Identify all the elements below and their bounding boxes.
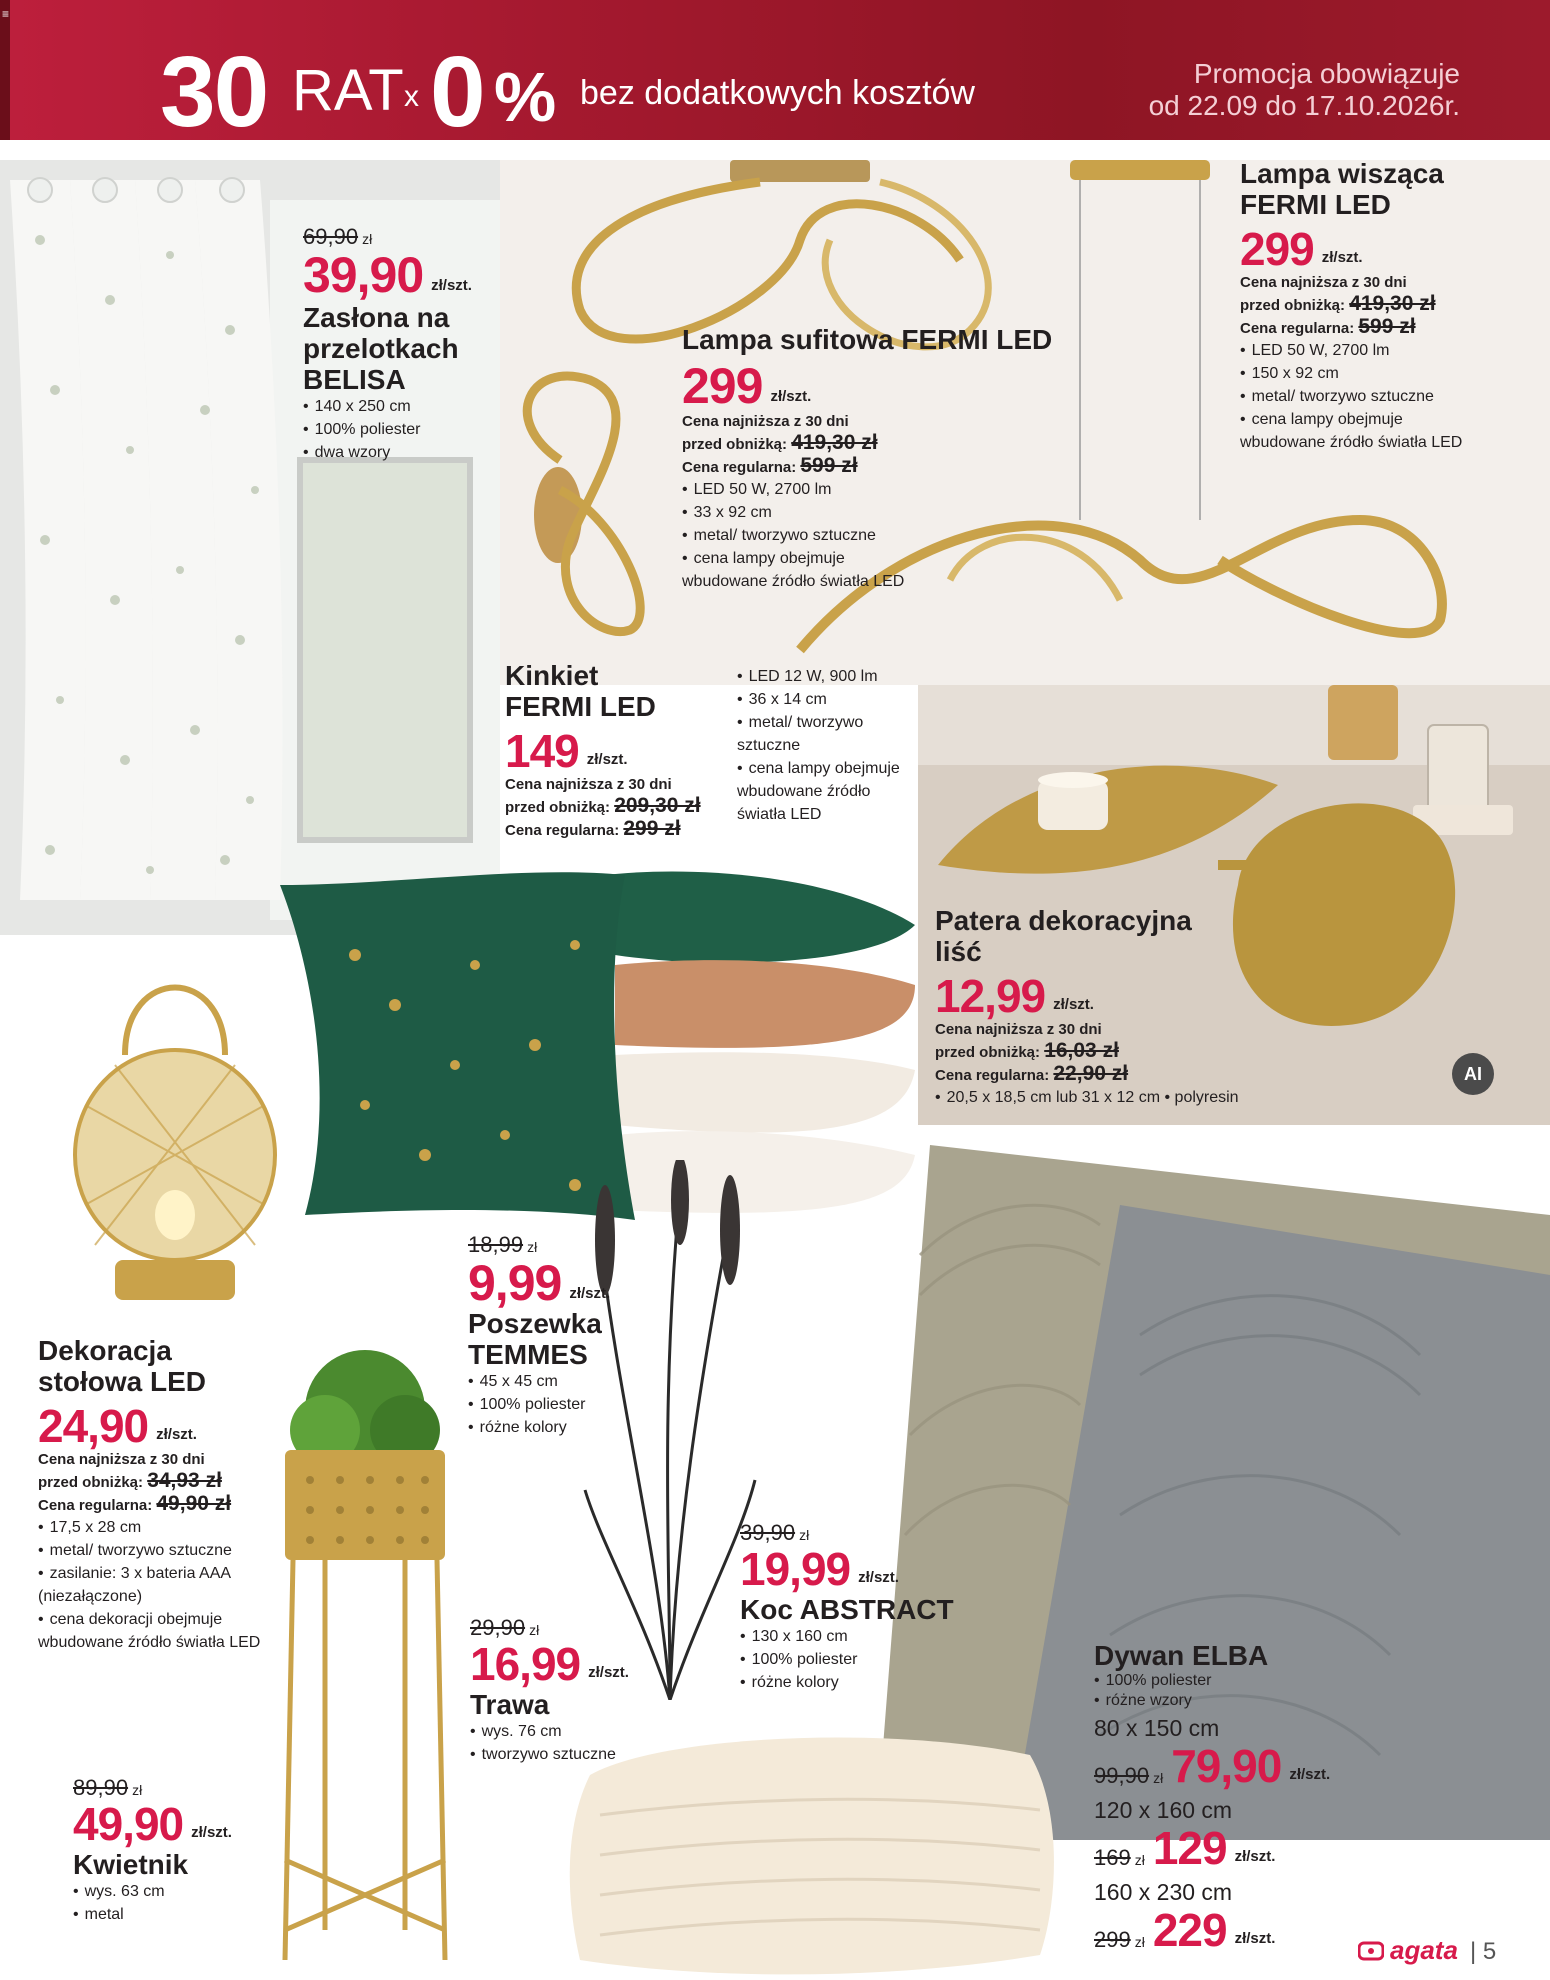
curtain-price: 39,90 bbox=[303, 247, 424, 303]
patera-price-unit: zł/szt. bbox=[1053, 996, 1094, 1013]
ceiling-lamp-price-unit: zł/szt. bbox=[770, 388, 812, 405]
curtain-offer bbox=[303, 224, 503, 464]
blanket-old-price-unit: zł bbox=[799, 1527, 810, 1543]
curtain-title: Zasłona na przelotkach BELISA bbox=[303, 302, 459, 395]
hanging-lamp-lowest-value: 419,30 zł bbox=[1349, 292, 1436, 315]
lantern-spec: • cena dekoracji obejmuje wbudowane źródło światła LED bbox=[38, 1608, 268, 1654]
hanging-lamp-price-row bbox=[1240, 223, 1500, 275]
lantern-price: 24,90 bbox=[38, 1400, 149, 1452]
rug-title: Dywan ELBA bbox=[1094, 1640, 1269, 1671]
agata-logo-icon bbox=[1358, 1940, 1384, 1962]
curtain-price-unit: zł/szt. bbox=[431, 277, 472, 294]
pillowcase-price-row bbox=[468, 1255, 668, 1311]
pillowcase-spec: • 45 x 45 cm bbox=[468, 1370, 668, 1393]
patera-regular-row bbox=[935, 1063, 1315, 1086]
ceiling-lamp-lowest-row bbox=[682, 432, 1082, 455]
sconce-title: Kinkiet FERMI LED bbox=[505, 660, 656, 722]
hanging-lamp-regular-value: 599 zł bbox=[1358, 315, 1416, 338]
rug-old-price-unit: zł bbox=[1153, 1770, 1164, 1786]
hanging-lamp-spec: • cena lampy obejmuje wbudowane źródło światła LED bbox=[1240, 408, 1480, 454]
blanket-price: 19,99 bbox=[740, 1543, 851, 1595]
installments-label: RAT bbox=[292, 58, 404, 123]
rug-price: 79,90 bbox=[1171, 1740, 1282, 1792]
promo-line-2: od 22.09 do 17.10.2026r. bbox=[1148, 90, 1460, 121]
brand-name: agata bbox=[1390, 1935, 1458, 1965]
lantern-spec: • metal/ tworzywo sztuczne bbox=[38, 1539, 268, 1562]
blanket-old-price-value: 39,90 bbox=[740, 1520, 796, 1545]
sconce-lowest-value: 209,30 zł bbox=[614, 794, 701, 817]
blanket-title: Koc ABSTRACT bbox=[740, 1594, 954, 1625]
pillowcase-specs bbox=[468, 1370, 668, 1439]
lantern-lowest-label-2: przed obniżką: bbox=[38, 1474, 144, 1491]
ceiling-lamp-lowest-label: Cena najniższa z 30 dni bbox=[682, 413, 849, 430]
ceiling-lamp-specs bbox=[682, 478, 912, 593]
hanging-lamp-offer bbox=[1240, 158, 1500, 454]
grass-old-price-value: 29,90 bbox=[470, 1615, 526, 1640]
rug-price-unit: zł/szt. bbox=[1234, 1930, 1276, 1947]
hanging-lamp-regular-row bbox=[1240, 316, 1500, 339]
patera-lowest-label: Cena najniższa z 30 dni bbox=[935, 1021, 1102, 1038]
sconce-price-unit: zł/szt. bbox=[586, 751, 628, 768]
blanket-spec: • 130 x 160 cm bbox=[740, 1625, 1000, 1648]
rug-old-price-value: 169 bbox=[1094, 1845, 1131, 1870]
sconce-price-row bbox=[505, 725, 735, 777]
grass-spec: • wys. 76 cm bbox=[470, 1720, 670, 1743]
patera-specs bbox=[935, 1086, 1315, 1109]
patera-spec: • 20,5 x 18,5 cm lub 31 x 12 cm • polyresin bbox=[935, 1086, 1315, 1109]
planter-price-row bbox=[73, 1798, 273, 1850]
grass-specs bbox=[470, 1720, 670, 1766]
rug-old-price bbox=[1094, 1845, 1145, 1871]
planter-old-price-value: 89,90 bbox=[73, 1775, 129, 1800]
hanging-lamp-regular-label: Cena regularna: bbox=[1240, 320, 1355, 337]
lantern-lowest-label: Cena najniższa z 30 dni bbox=[38, 1451, 205, 1468]
pillowcase-old-price-unit: zł bbox=[527, 1239, 538, 1255]
sconce-price: 149 bbox=[505, 725, 579, 777]
ceiling-lamp-price: 299 bbox=[682, 358, 763, 414]
patera-lowest-label-2: przed obniżką: bbox=[935, 1044, 1041, 1061]
lantern-lowest-row bbox=[38, 1470, 278, 1493]
curtain-spec: • 140 x 250 cm bbox=[303, 395, 503, 418]
rug-old-price-value: 99,90 bbox=[1094, 1763, 1150, 1788]
rug-old-price-unit: zł bbox=[1134, 1852, 1145, 1868]
patera-title: Patera dekoracyjna liść bbox=[935, 905, 1192, 967]
grass-title: Trawa bbox=[470, 1689, 550, 1720]
installments-count: 30 bbox=[160, 36, 268, 148]
grass-price-unit: zł/szt. bbox=[588, 1664, 629, 1681]
planter-price-unit: zł/szt. bbox=[191, 1824, 232, 1841]
patera-offer bbox=[935, 905, 1315, 1109]
rug-size: 80 x 150 cm bbox=[1094, 1715, 1220, 1741]
pillowcase-price: 9,99 bbox=[468, 1255, 562, 1311]
pillowcase-title: Poszewka TEMMES bbox=[468, 1308, 602, 1370]
patera-price-row bbox=[935, 970, 1315, 1022]
sconce-lowest-label-2: przed obniżką: bbox=[505, 799, 611, 816]
hanging-lamp-title: Lampa wisząca FERMI LED bbox=[1240, 158, 1444, 220]
hanging-lamp-spec: • 150 x 92 cm bbox=[1240, 362, 1480, 385]
grass-offer bbox=[470, 1615, 670, 1766]
promo-banner bbox=[0, 0, 1550, 148]
ceiling-lamp-lowest-value: 419,30 zł bbox=[791, 431, 878, 454]
blanket-price-row bbox=[740, 1543, 1000, 1595]
planter-spec: • wys. 63 cm bbox=[73, 1880, 273, 1903]
page-number: | 5 bbox=[1470, 1938, 1497, 1965]
sconce-regular-value: 299 zł bbox=[623, 817, 681, 840]
planter-photo bbox=[265, 1330, 465, 1970]
rug-old-price-value: 299 bbox=[1094, 1927, 1131, 1952]
banner-ribbon bbox=[0, 0, 10, 140]
hanging-lamp-price-unit: zł/szt. bbox=[1321, 249, 1363, 266]
rug-size: 120 x 160 cm bbox=[1094, 1797, 1233, 1823]
curtain-price-row bbox=[303, 247, 503, 303]
rug-spec: • 100% poliester bbox=[1094, 1671, 1394, 1691]
grass-price-row bbox=[470, 1638, 670, 1690]
lantern-regular-value: 49,90 zł bbox=[156, 1492, 232, 1515]
ceiling-lamp-spec: • metal/ tworzywo sztuczne bbox=[682, 524, 912, 547]
sconce-spec: • 36 x 14 cm bbox=[737, 688, 917, 711]
ceiling-lamp-offer bbox=[682, 324, 1082, 593]
ceiling-lamp-spec: • LED 50 W, 2700 lm bbox=[682, 478, 912, 501]
banner-tagline: bez dodatkowych kosztów bbox=[580, 74, 975, 112]
ceiling-lamp-regular-value: 599 zł bbox=[800, 454, 858, 477]
blanket-offer bbox=[740, 1520, 1000, 1694]
sconce-lowest-row bbox=[505, 795, 735, 818]
rug-old-price-unit: zł bbox=[1134, 1934, 1145, 1950]
rug-price-row bbox=[1094, 1904, 1394, 1956]
rug-old-price bbox=[1094, 1927, 1145, 1953]
hanging-lamp-price: 299 bbox=[1240, 223, 1314, 275]
lantern-spec: • 17,5 x 28 cm bbox=[38, 1516, 268, 1539]
ceiling-lamp-price-row bbox=[682, 358, 1082, 414]
sconce-spec: • LED 12 W, 900 lm bbox=[737, 665, 917, 688]
ceiling-lamp-spec: • cena lampy obejmuje wbudowane źródło światła LED bbox=[682, 547, 912, 593]
planter-offer bbox=[73, 1775, 273, 1926]
sconce-regular-label: Cena regularna: bbox=[505, 822, 620, 839]
sconce-offer bbox=[505, 660, 735, 841]
sconce-regular-row bbox=[505, 818, 735, 841]
rug-price: 229 bbox=[1152, 1904, 1227, 1956]
rug-size: 160 x 230 cm bbox=[1094, 1879, 1233, 1905]
patera-lowest-value: 16,03 zł bbox=[1044, 1039, 1119, 1062]
grass-price: 16,99 bbox=[470, 1638, 581, 1690]
patera-price: 12,99 bbox=[935, 970, 1046, 1022]
ai-badge: AI bbox=[1452, 1053, 1494, 1095]
pillowcase-spec: • 100% poliester bbox=[468, 1393, 668, 1416]
curtain-old-price-value: 69,90 bbox=[303, 224, 359, 249]
rug-price: 129 bbox=[1152, 1822, 1227, 1874]
rug-price-unit: zł/szt. bbox=[1289, 1766, 1331, 1783]
hanging-lamp-spec: • metal/ tworzywo sztuczne bbox=[1240, 385, 1480, 408]
sconce-spec: • metal/ tworzywo sztuczne bbox=[737, 711, 917, 757]
blanket-price-unit: zł/szt. bbox=[858, 1569, 899, 1586]
planter-specs bbox=[73, 1880, 273, 1926]
lantern-price-unit: zł/szt. bbox=[156, 1426, 197, 1443]
lantern-lowest-value: 34,93 zł bbox=[147, 1469, 222, 1492]
ceiling-lamp-title: Lampa sufitowa FERMI LED bbox=[682, 324, 1053, 355]
brand-logo[interactable] bbox=[1358, 1935, 1458, 1966]
patera-regular-value: 22,90 zł bbox=[1053, 1062, 1129, 1085]
grass-old-price-unit: zł bbox=[529, 1622, 540, 1638]
curtain-spec: • dwa wzory bbox=[303, 441, 503, 464]
lantern-regular-row bbox=[38, 1493, 278, 1516]
curtain-old-price-unit: zł bbox=[362, 231, 373, 247]
pillowcase-offer bbox=[468, 1232, 668, 1439]
ceiling-lamp-lowest-label-2: przed obniżką: bbox=[682, 436, 788, 453]
pillowcase-old-price-value: 18,99 bbox=[468, 1232, 524, 1257]
ceiling-lamp-spec: • 33 x 92 cm bbox=[682, 501, 912, 524]
sconce-lowest-label: Cena najniższa z 30 dni bbox=[505, 776, 672, 793]
patera-regular-label: Cena regularna: bbox=[935, 1067, 1050, 1084]
rug-old-price bbox=[1094, 1763, 1163, 1789]
hanging-lamp-lowest-label-2: przed obniżką: bbox=[1240, 297, 1346, 314]
rug-price-row bbox=[1094, 1822, 1394, 1874]
times-sign: x bbox=[404, 80, 419, 113]
lantern-title: Dekoracja stołowa LED bbox=[38, 1335, 207, 1397]
grass-spec: • tworzywo sztuczne bbox=[470, 1743, 670, 1766]
planter-spec: • metal bbox=[73, 1903, 273, 1926]
curtain-spec: • 100% poliester bbox=[303, 418, 503, 441]
lantern-spec: • zasilanie: 3 x bateria AAA (niezałączone) bbox=[38, 1562, 268, 1608]
blanket-specs bbox=[740, 1625, 1000, 1694]
zero-number: 0 bbox=[430, 36, 486, 148]
patera-lowest-row bbox=[935, 1040, 1315, 1063]
lantern-regular-label: Cena regularna: bbox=[38, 1497, 153, 1514]
curtain-specs bbox=[303, 395, 503, 464]
hanging-lamp-lowest-row bbox=[1240, 293, 1500, 316]
pillowcase-price-unit: zł/szt. bbox=[569, 1285, 611, 1302]
sconce-specs bbox=[737, 665, 917, 826]
promo-dates bbox=[1149, 58, 1460, 122]
sconce-spec: • cena lampy obejmuje wbudowane źródło światła LED bbox=[737, 757, 917, 826]
rug-specs bbox=[1094, 1671, 1394, 1711]
menu-icon[interactable]: ≡ bbox=[2, 7, 10, 21]
pillowcase-spec: • różne kolory bbox=[468, 1416, 668, 1439]
planter-old-price-unit: zł bbox=[132, 1782, 143, 1798]
hanging-lamp-spec: • LED 50 W, 2700 lm bbox=[1240, 339, 1480, 362]
percent-sign: % bbox=[494, 58, 557, 136]
lantern-offer bbox=[38, 1335, 278, 1654]
ceiling-lamp-regular-row bbox=[682, 455, 1082, 478]
rug-price-row bbox=[1094, 1740, 1394, 1792]
planter-title: Kwietnik bbox=[73, 1849, 189, 1880]
rug-offer bbox=[1094, 1640, 1394, 1959]
lantern-price-row bbox=[38, 1400, 278, 1452]
hanging-lamp-lowest-label: Cena najniższa z 30 dni bbox=[1240, 274, 1407, 291]
planter-price: 49,90 bbox=[73, 1798, 184, 1850]
blanket-spec: • różne kolory bbox=[740, 1671, 1000, 1694]
lantern-specs bbox=[38, 1516, 268, 1654]
blanket-spec: • 100% poliester bbox=[740, 1648, 1000, 1671]
lantern-photo bbox=[55, 945, 295, 1325]
hanging-lamp-specs bbox=[1240, 339, 1480, 454]
promo-line-1: Promocja obowiązuje bbox=[1193, 58, 1460, 89]
ceiling-lamp-regular-label: Cena regularna: bbox=[682, 459, 797, 476]
rug-spec: • różne wzory bbox=[1094, 1691, 1394, 1711]
rug-price-unit: zł/szt. bbox=[1234, 1848, 1276, 1865]
